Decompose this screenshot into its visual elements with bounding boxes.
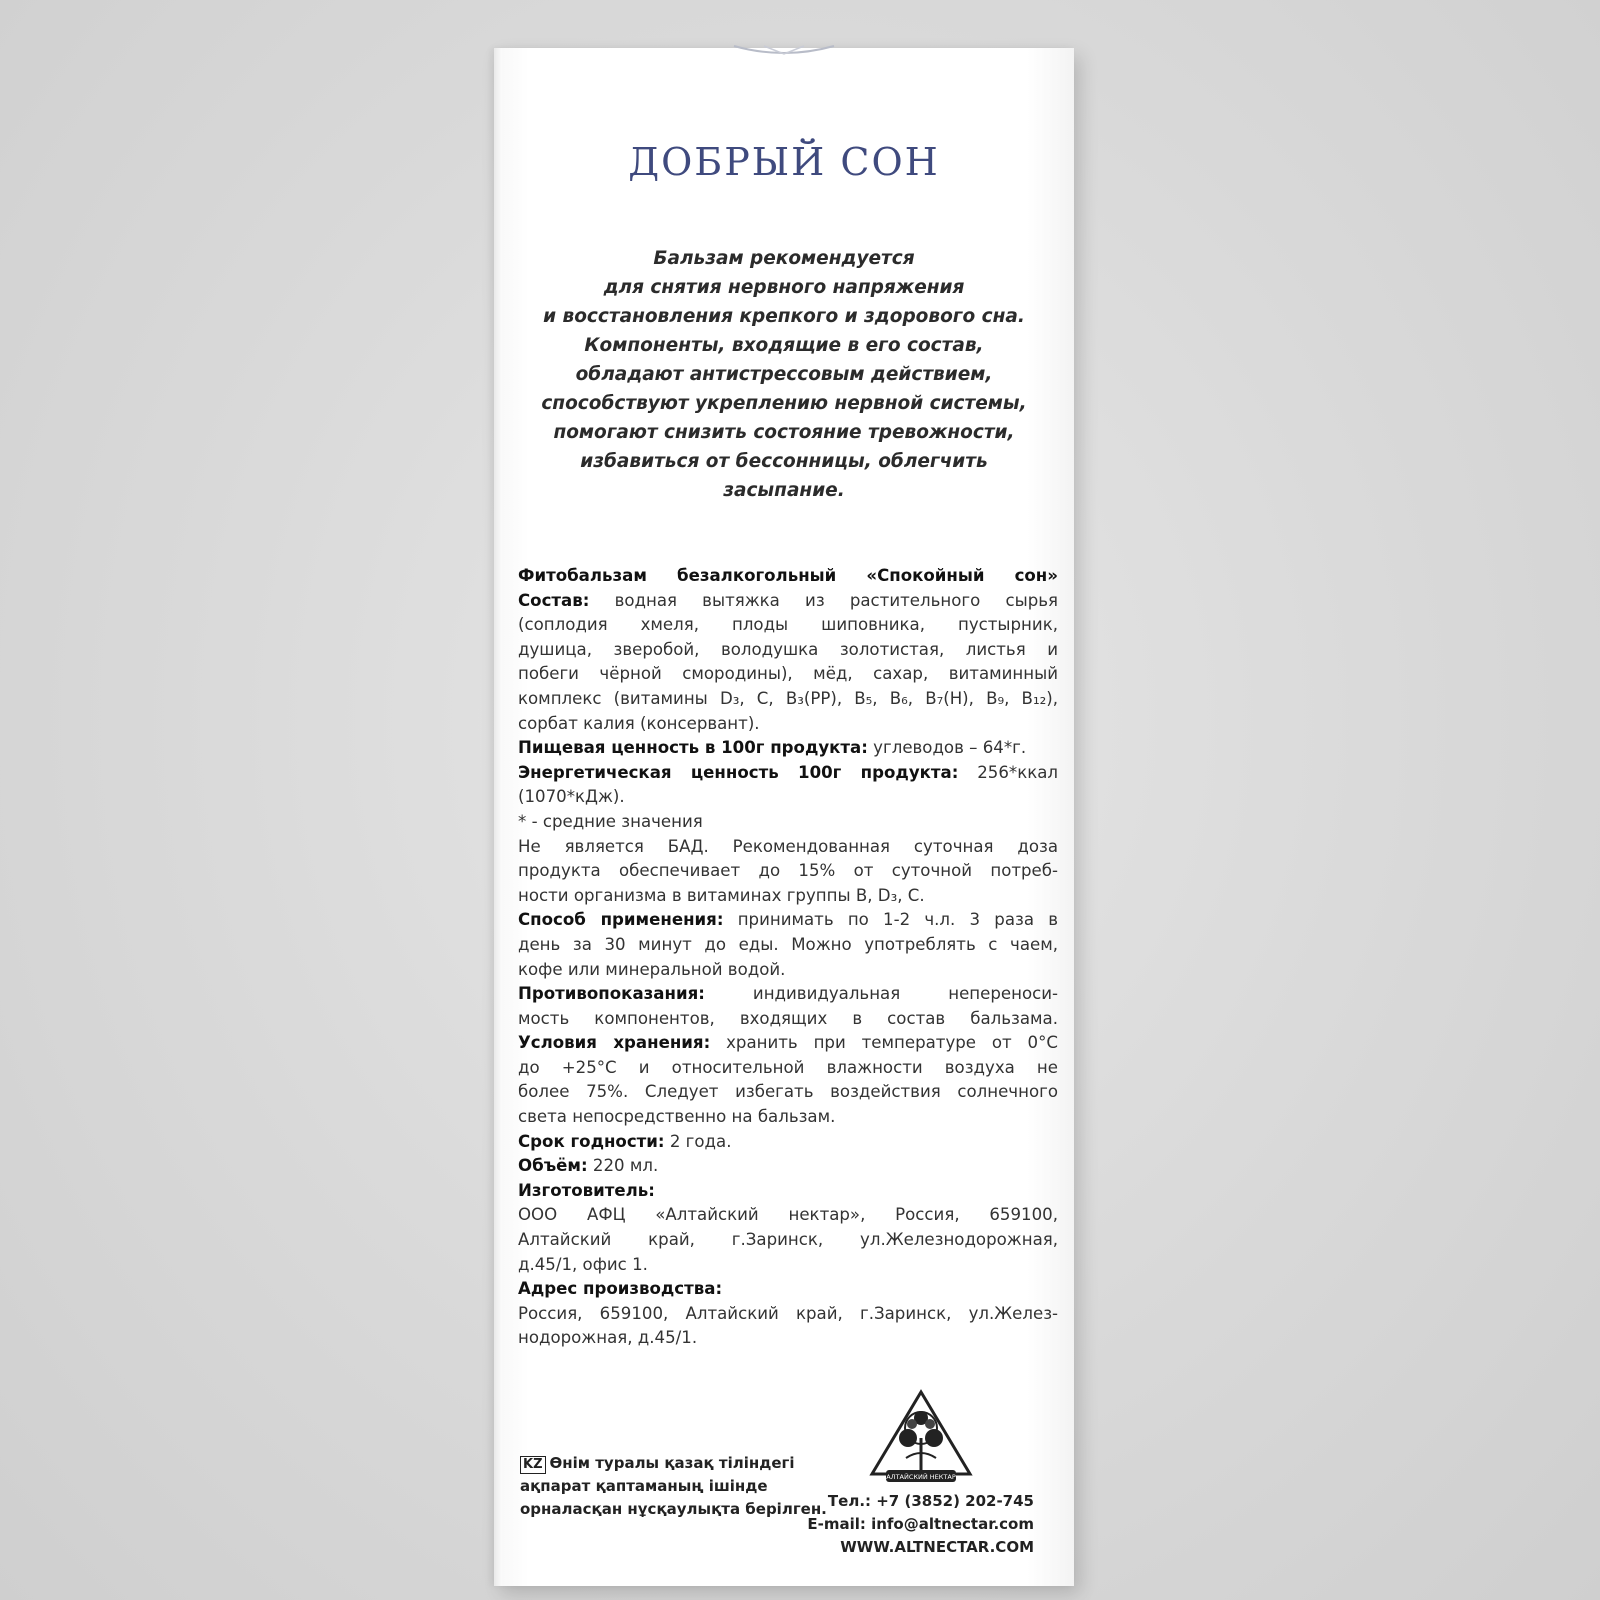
product-box-back-panel xyxy=(494,48,1074,1586)
altai-nectar-logo xyxy=(866,1388,976,1488)
composition-line: побеги чёрной смородины), мёд, сахар, витаминный xyxy=(518,664,1058,684)
usage-line: Способ применения: принимать по 1-2 ч.л. 3 раза в xyxy=(518,910,1058,930)
product-name: Фитобальзам безалкогольный «Спокойный сон» xyxy=(518,566,1058,585)
kz-line: орналасқан нұсқаулықта берілген. xyxy=(520,1500,827,1518)
logo-text: АЛТАЙСКИЙ НЕКТАР xyxy=(886,1473,956,1481)
storage-label: Условия хранения: xyxy=(518,1033,711,1053)
contraindications-line: Противопоказания: индивидуальная непереноси- xyxy=(518,984,1058,1004)
production-address-line: нодорожная, д.45/1. xyxy=(518,1328,698,1348)
intro-line: для снятия нервного напряжения xyxy=(603,277,965,298)
shelf-life-label: Срок годности: xyxy=(518,1131,665,1151)
contraindications-line: мость компонентов, входящих в состав бальзама. xyxy=(518,1008,1058,1028)
storage-line: Условия хранения: хранить при температуре от 0°C xyxy=(518,1033,1059,1053)
storage-line: более 75%. Следует избегать воздействия солнечного xyxy=(518,1082,1058,1102)
manufacturer-line: Алтайский край, г.Заринск, ул.Железнодорожная, xyxy=(518,1230,1058,1250)
notice-line: ности организма в витаминах группы B, D₃, C. xyxy=(518,885,925,905)
product-info-block xyxy=(518,564,1058,1351)
production-address-line: Россия, 659100, Алтайский край, г.Заринск, ул.Желез- xyxy=(518,1303,1058,1323)
composition-line: душица, зверобой, володушка золотистая, листья и xyxy=(518,639,1058,659)
volume-label: Объём: xyxy=(518,1156,588,1176)
kz-language-notice xyxy=(520,1452,827,1521)
storage-line: до +25°C и относительной влажности воздуха не xyxy=(518,1057,1058,1077)
energy-line: (1070*кДж). xyxy=(518,787,625,807)
notice-line: продукта обеспечивает до 15% от суточной потреб- xyxy=(518,861,1058,881)
contacts-block xyxy=(807,1490,1034,1559)
phone-text: Тел.: +7 (3852) 202-745 xyxy=(827,1492,1034,1510)
intro-line: помогают снизить состояние тревожности, xyxy=(553,422,1015,443)
storage-line: света непосредственно на бальзам. xyxy=(518,1107,836,1127)
kz-line: Өнім туралы қазақ тіліндегі xyxy=(549,1454,795,1472)
email-text: E-mail: info@altnectar.com xyxy=(807,1515,1034,1533)
usage-label: Способ применения: xyxy=(518,910,724,930)
composition-line: комплекс (витамины D₃, C, B₃(PP), B₅, B₆, B₇(H), B₉, B₁₂), xyxy=(518,688,1058,708)
energy-line: Энергетическая ценность 100г продукта: 256*ккал xyxy=(518,762,1059,782)
usage-line: день за 30 минут до еды. Можно употреблять с чаем, xyxy=(518,934,1058,954)
kz-line: ақпарат қаптаманың ішінде xyxy=(520,1477,768,1495)
energy-label: Энергетическая ценность 100г продукта: xyxy=(518,762,959,782)
production-address-label: Адрес производства: xyxy=(518,1279,723,1299)
composition-line: сорбат калия (консервант). xyxy=(518,713,760,733)
nutrition-line: Пищевая ценность в 100г продукта: углеводов – 64*г. xyxy=(518,738,1027,758)
kz-badge: KZ xyxy=(520,1456,546,1474)
intro-line: и восстановления крепкого и здорового сна. xyxy=(543,306,1025,327)
nutrition-label: Пищевая ценность в 100г продукта: xyxy=(518,738,868,758)
intro-description xyxy=(514,244,1054,505)
website-text: WWW.ALTNECTAR.COM xyxy=(840,1538,1034,1556)
intro-line: Компоненты, входящие в его состав, xyxy=(584,335,984,356)
footnote: * - средние значения xyxy=(518,811,703,831)
composition-line: (соплодия хмеля, плоды шиповника, пустырник, xyxy=(518,615,1058,635)
volume-line: Объём: 220 мл. xyxy=(518,1156,659,1176)
contraindications-label: Противопоказания: xyxy=(518,984,705,1004)
manufacturer-line: ООО АФЦ «Алтайский нектар», Россия, 659100, xyxy=(518,1205,1058,1225)
usage-line: кофе или минеральной водой. xyxy=(518,959,786,979)
shelf-life-line: Срок годности: 2 года. xyxy=(518,1131,732,1151)
intro-line: способствуют укреплению нервной системы, xyxy=(541,393,1027,414)
intro-line: Бальзам рекомендуется xyxy=(653,248,915,269)
manufacturer-label: Изготовитель: xyxy=(518,1180,655,1200)
notice-line: Не является БАД. Рекомендованная суточная доза xyxy=(518,836,1058,856)
intro-line: избавиться от бессонницы, облегчить xyxy=(580,451,988,472)
intro-line: засыпание. xyxy=(723,480,845,501)
top-ornament-icon xyxy=(714,44,854,58)
product-title: ДОБРЫЙ СОН xyxy=(628,140,940,184)
composition-line: Состав: водная вытяжка из растительного сырья xyxy=(518,590,1058,610)
composition-label: Состав: xyxy=(518,590,590,610)
intro-line: обладают антистрессовым действием, xyxy=(575,364,993,385)
manufacturer-line: д.45/1, офис 1. xyxy=(518,1254,648,1274)
